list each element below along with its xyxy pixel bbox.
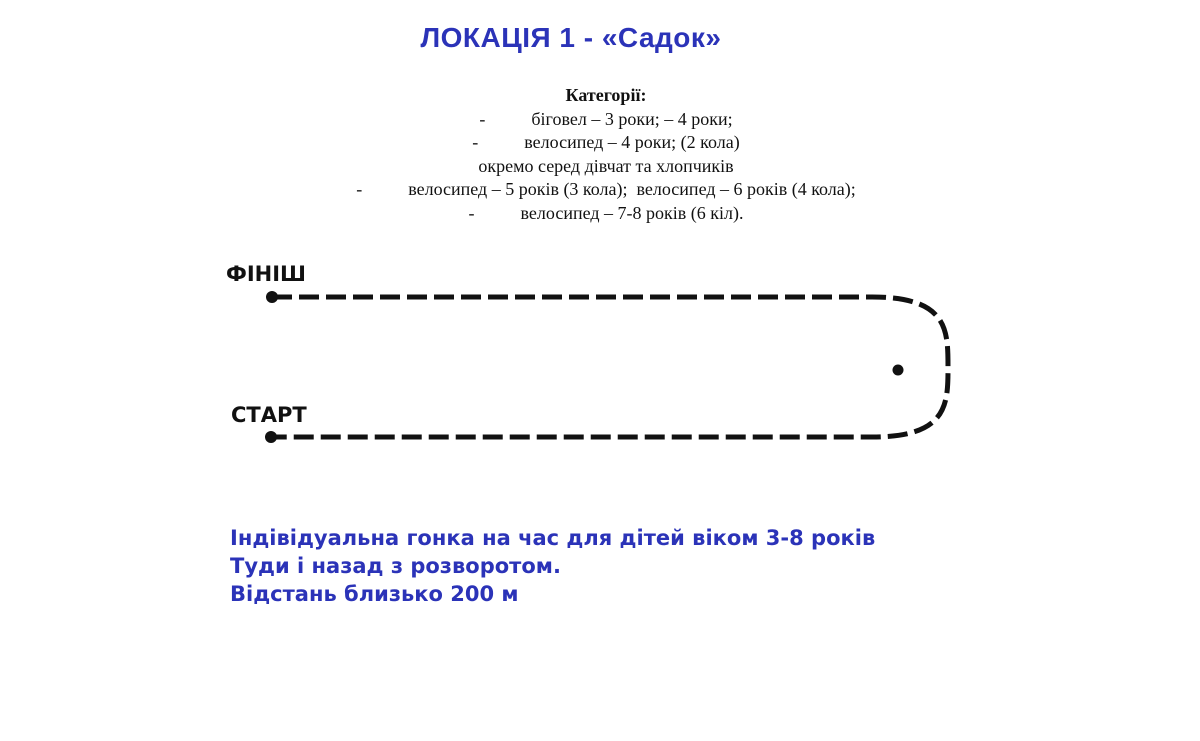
list-dash: -: [479, 108, 486, 129]
route-path: [272, 297, 948, 437]
description-line-2: Туди і назад з розворотом.: [230, 554, 561, 578]
category-text: велосипед – 5 років (3 кола); велосипед – 6 років (4 кола);: [408, 179, 856, 199]
list-dash: -: [472, 132, 479, 152]
categories-heading: Категорії:: [565, 85, 647, 105]
location-title: ЛОКАЦІЯ 1 - «Садок»: [420, 22, 722, 53]
turnaround-point: [893, 365, 904, 376]
category-text: велосипед – 4 роки; (2 кола): [524, 132, 740, 152]
category-note: окремо серед дівчат та хлопчиків: [478, 155, 734, 176]
start-point: [265, 431, 277, 443]
finish-label: ФІНІШ: [226, 262, 306, 286]
race-description: [230, 524, 875, 608]
category-text: велосипед – 7-8 років (6 кіл).: [520, 202, 744, 223]
list-dash: -: [468, 202, 475, 223]
description-line-1: Індівідуальна гонка на час для дітей віком 3-8 років: [230, 526, 876, 550]
description-line-3: Відстань близько 200 м: [230, 582, 519, 606]
start-label: СТАРТ: [231, 403, 307, 427]
finish-point: [266, 291, 278, 303]
category-text: біговел – 3 роки; – 4 роки;: [531, 108, 733, 129]
list-dash: -: [356, 179, 363, 199]
